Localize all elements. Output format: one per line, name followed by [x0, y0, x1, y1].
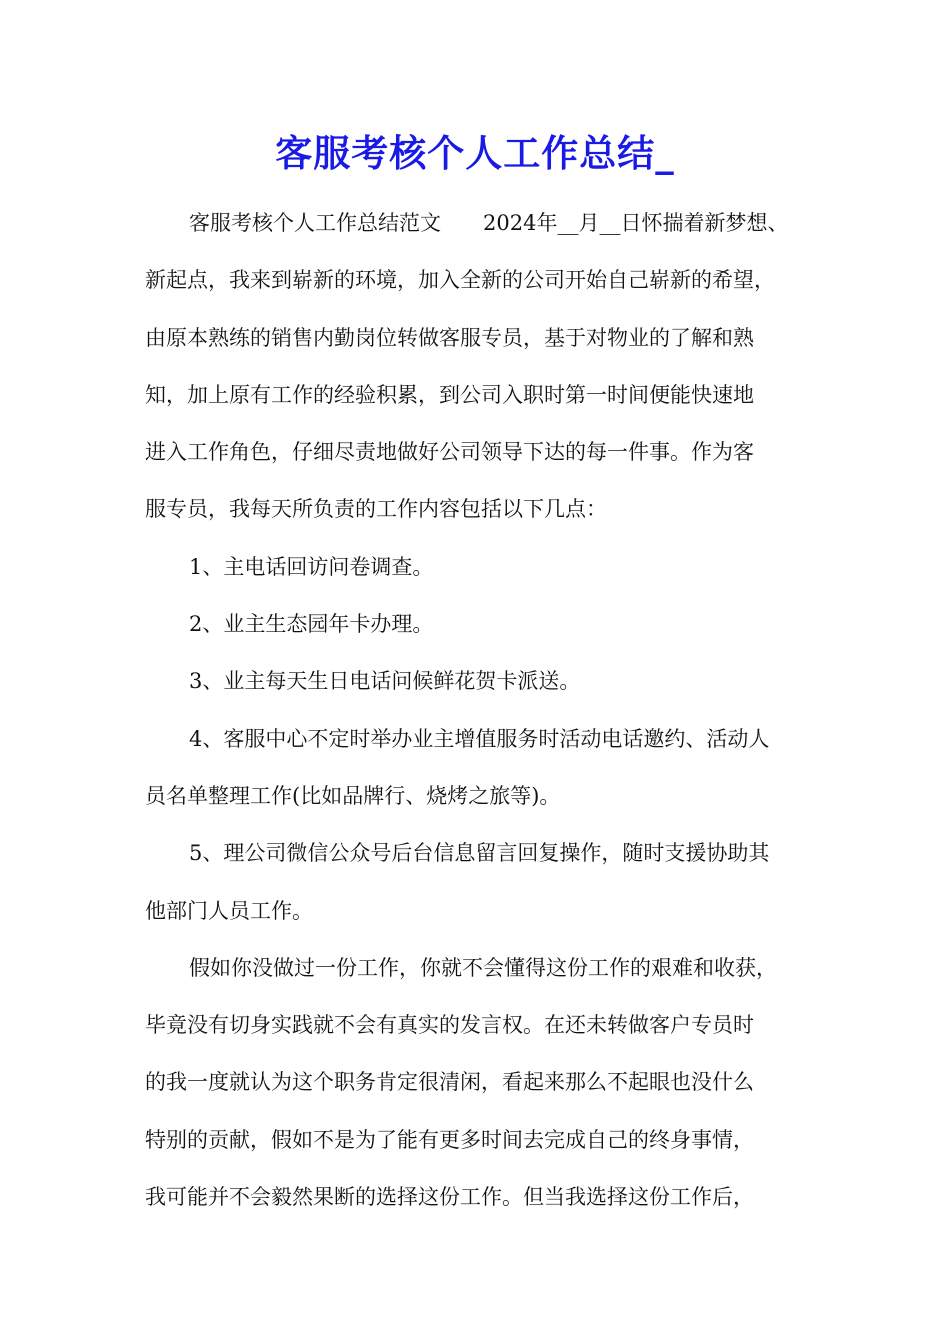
- text-line: 新起点，我来到崭新的环境，加入全新的公司开始自己崭新的希望，: [145, 268, 775, 293]
- document-title: 客服考核个人工作总结_: [275, 131, 675, 175]
- text-line: 服专员，我每天所负责的工作内容包括以下几点：: [145, 497, 607, 522]
- text-line: 的我一度就认为这个职务肯定很清闲，看起来那么不起眼也没什么: [145, 1070, 754, 1095]
- text-line: 我可能并不会毅然果断的选择这份工作。但当我选择这份工作后，: [145, 1185, 754, 1210]
- text-line: 客服考核个人工作总结范文 2024年__月__日怀揣着新梦想、: [189, 211, 789, 235]
- text-line: 员名单整理工作(比如品牌行、烧烤之旅等)。: [145, 783, 561, 808]
- text-line: 进入工作角色，仔细尽责地做好公司领导下达的每一件事。作为客: [145, 440, 754, 465]
- text-line: 5、理公司微信公众号后台信息留言回复操作，随时支援协助其: [189, 841, 770, 866]
- text-line: 知，加上原有工作的经验积累，到公司入职时第一时间便能快速地: [145, 382, 754, 407]
- text-line: 2、业主生态园年卡办理。: [189, 612, 434, 637]
- text-line: 4、客服中心不定时举办业主增值服务时活动电话邀约、活动人: [189, 726, 770, 751]
- text-line: 假如你没做过一份工作，你就不会懂得这份工作的艰难和收获，: [189, 955, 777, 980]
- text-line: 1、主电话回访问卷调查。: [189, 554, 434, 579]
- text-line: 他部门人员工作。: [145, 898, 313, 923]
- text-line: 由原本熟练的销售内勤岗位转做客服专员，基于对物业的了解和熟: [145, 325, 754, 350]
- text-line: 毕竟没有切身实践就不会有真实的发言权。在还未转做客户专员时: [145, 1013, 754, 1038]
- text-line: 特别的贡献，假如不是为了能有更多时间去完成自己的终身事情，: [145, 1127, 754, 1152]
- text-line: 3、业主每天生日电话问候鲜花贺卡派送。: [189, 669, 581, 694]
- document-body: [145, 195, 825, 1226]
